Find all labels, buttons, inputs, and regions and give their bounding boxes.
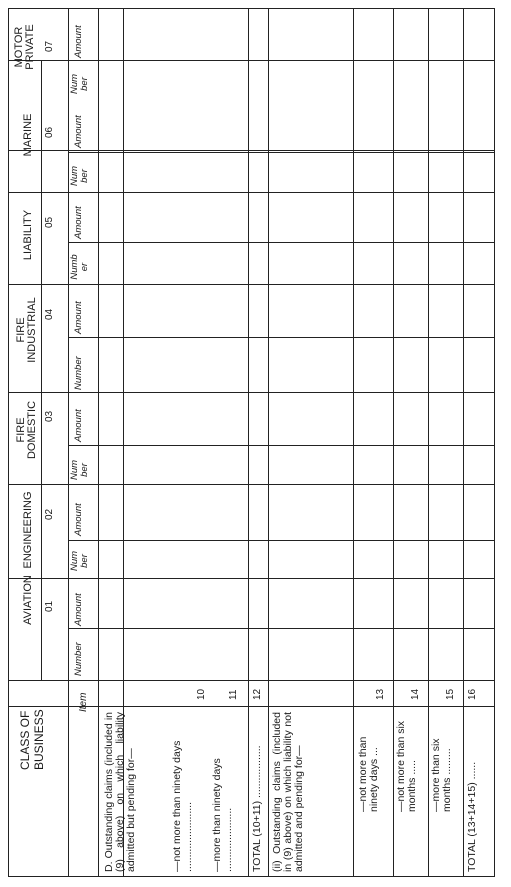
class-engineering: ENGINEERING: [22, 491, 34, 569]
class-marine: MARINE: [22, 113, 34, 157]
class-aviation: AVIATION: [22, 575, 34, 625]
section-ii-heading: (ii) Outstanding claims (included in (9) above) on which liability not admitted and pending for—: [271, 712, 305, 872]
code-aviation: 01: [44, 600, 55, 612]
class-fire-domestic: FIRE DOMESTIC: [15, 400, 38, 460]
row-14-item: 14: [410, 688, 421, 700]
row-11-item: 11: [228, 689, 239, 700]
aviation-number-header: Number: [73, 642, 84, 676]
section-d-heading: D. Outstanding claims (included in (9) above) on which liability admitted but pending for—: [103, 712, 137, 872]
row-15-item: 15: [445, 688, 456, 700]
motor-private-number-header: Num ber: [69, 73, 90, 95]
class-motor-private: MOTOR PRIVATE: [13, 24, 36, 70]
fire-industrial-amount-header: Amount: [73, 301, 84, 334]
row-12-item: 12: [252, 688, 263, 700]
row-16-item: 16: [467, 688, 478, 700]
engineering-amount-header: Amount: [73, 503, 84, 536]
code-engineering: 02: [44, 508, 55, 520]
liability-number-header: Numb er: [69, 254, 90, 280]
engineering-number-header: Num ber: [69, 550, 90, 572]
code-fire-industrial: 04: [44, 308, 55, 320]
code-liability: 05: [44, 216, 55, 228]
header-class-of-business: CLASS OF BUSINESS: [18, 709, 46, 770]
motor-private-amount-header: Amount: [73, 25, 84, 58]
marine-amount-header: Amount: [73, 115, 84, 148]
fire-domestic-number-header: Num ber: [69, 459, 90, 481]
class-fire-industrial: FIRE INDUSTRIAL: [15, 297, 38, 363]
item-header: Item: [78, 692, 89, 712]
marine-number-header: Num ber: [69, 165, 90, 187]
code-fire-domestic: 03: [44, 410, 55, 422]
row-13-label: —not more than ninety days ...: [357, 736, 380, 812]
class-liability: LIABILITY: [22, 209, 34, 261]
row-16-label: TOTAL (13+14+15) ......: [466, 761, 478, 872]
row-13-item: 13: [375, 688, 386, 700]
fire-domestic-amount-header: Amount: [73, 409, 84, 442]
code-marine: 06: [44, 126, 55, 138]
aviation-amount-header: Amount: [73, 593, 84, 626]
row-14-label: —not more than six months .....: [395, 720, 418, 812]
fire-industrial-number-header: Number: [73, 356, 84, 390]
row-12-label: TOTAL (10+11) ..................: [251, 745, 263, 872]
liability-amount-header: Amount: [73, 206, 84, 239]
row-15-label: —more than six months .........: [430, 738, 453, 812]
code-motor-private: 07: [44, 40, 55, 52]
row-10-label: —not more than ninety days ........................: [171, 740, 194, 872]
row-10-item: 10: [196, 688, 207, 700]
row-11-label: —more than ninety days ......................: [211, 758, 234, 872]
